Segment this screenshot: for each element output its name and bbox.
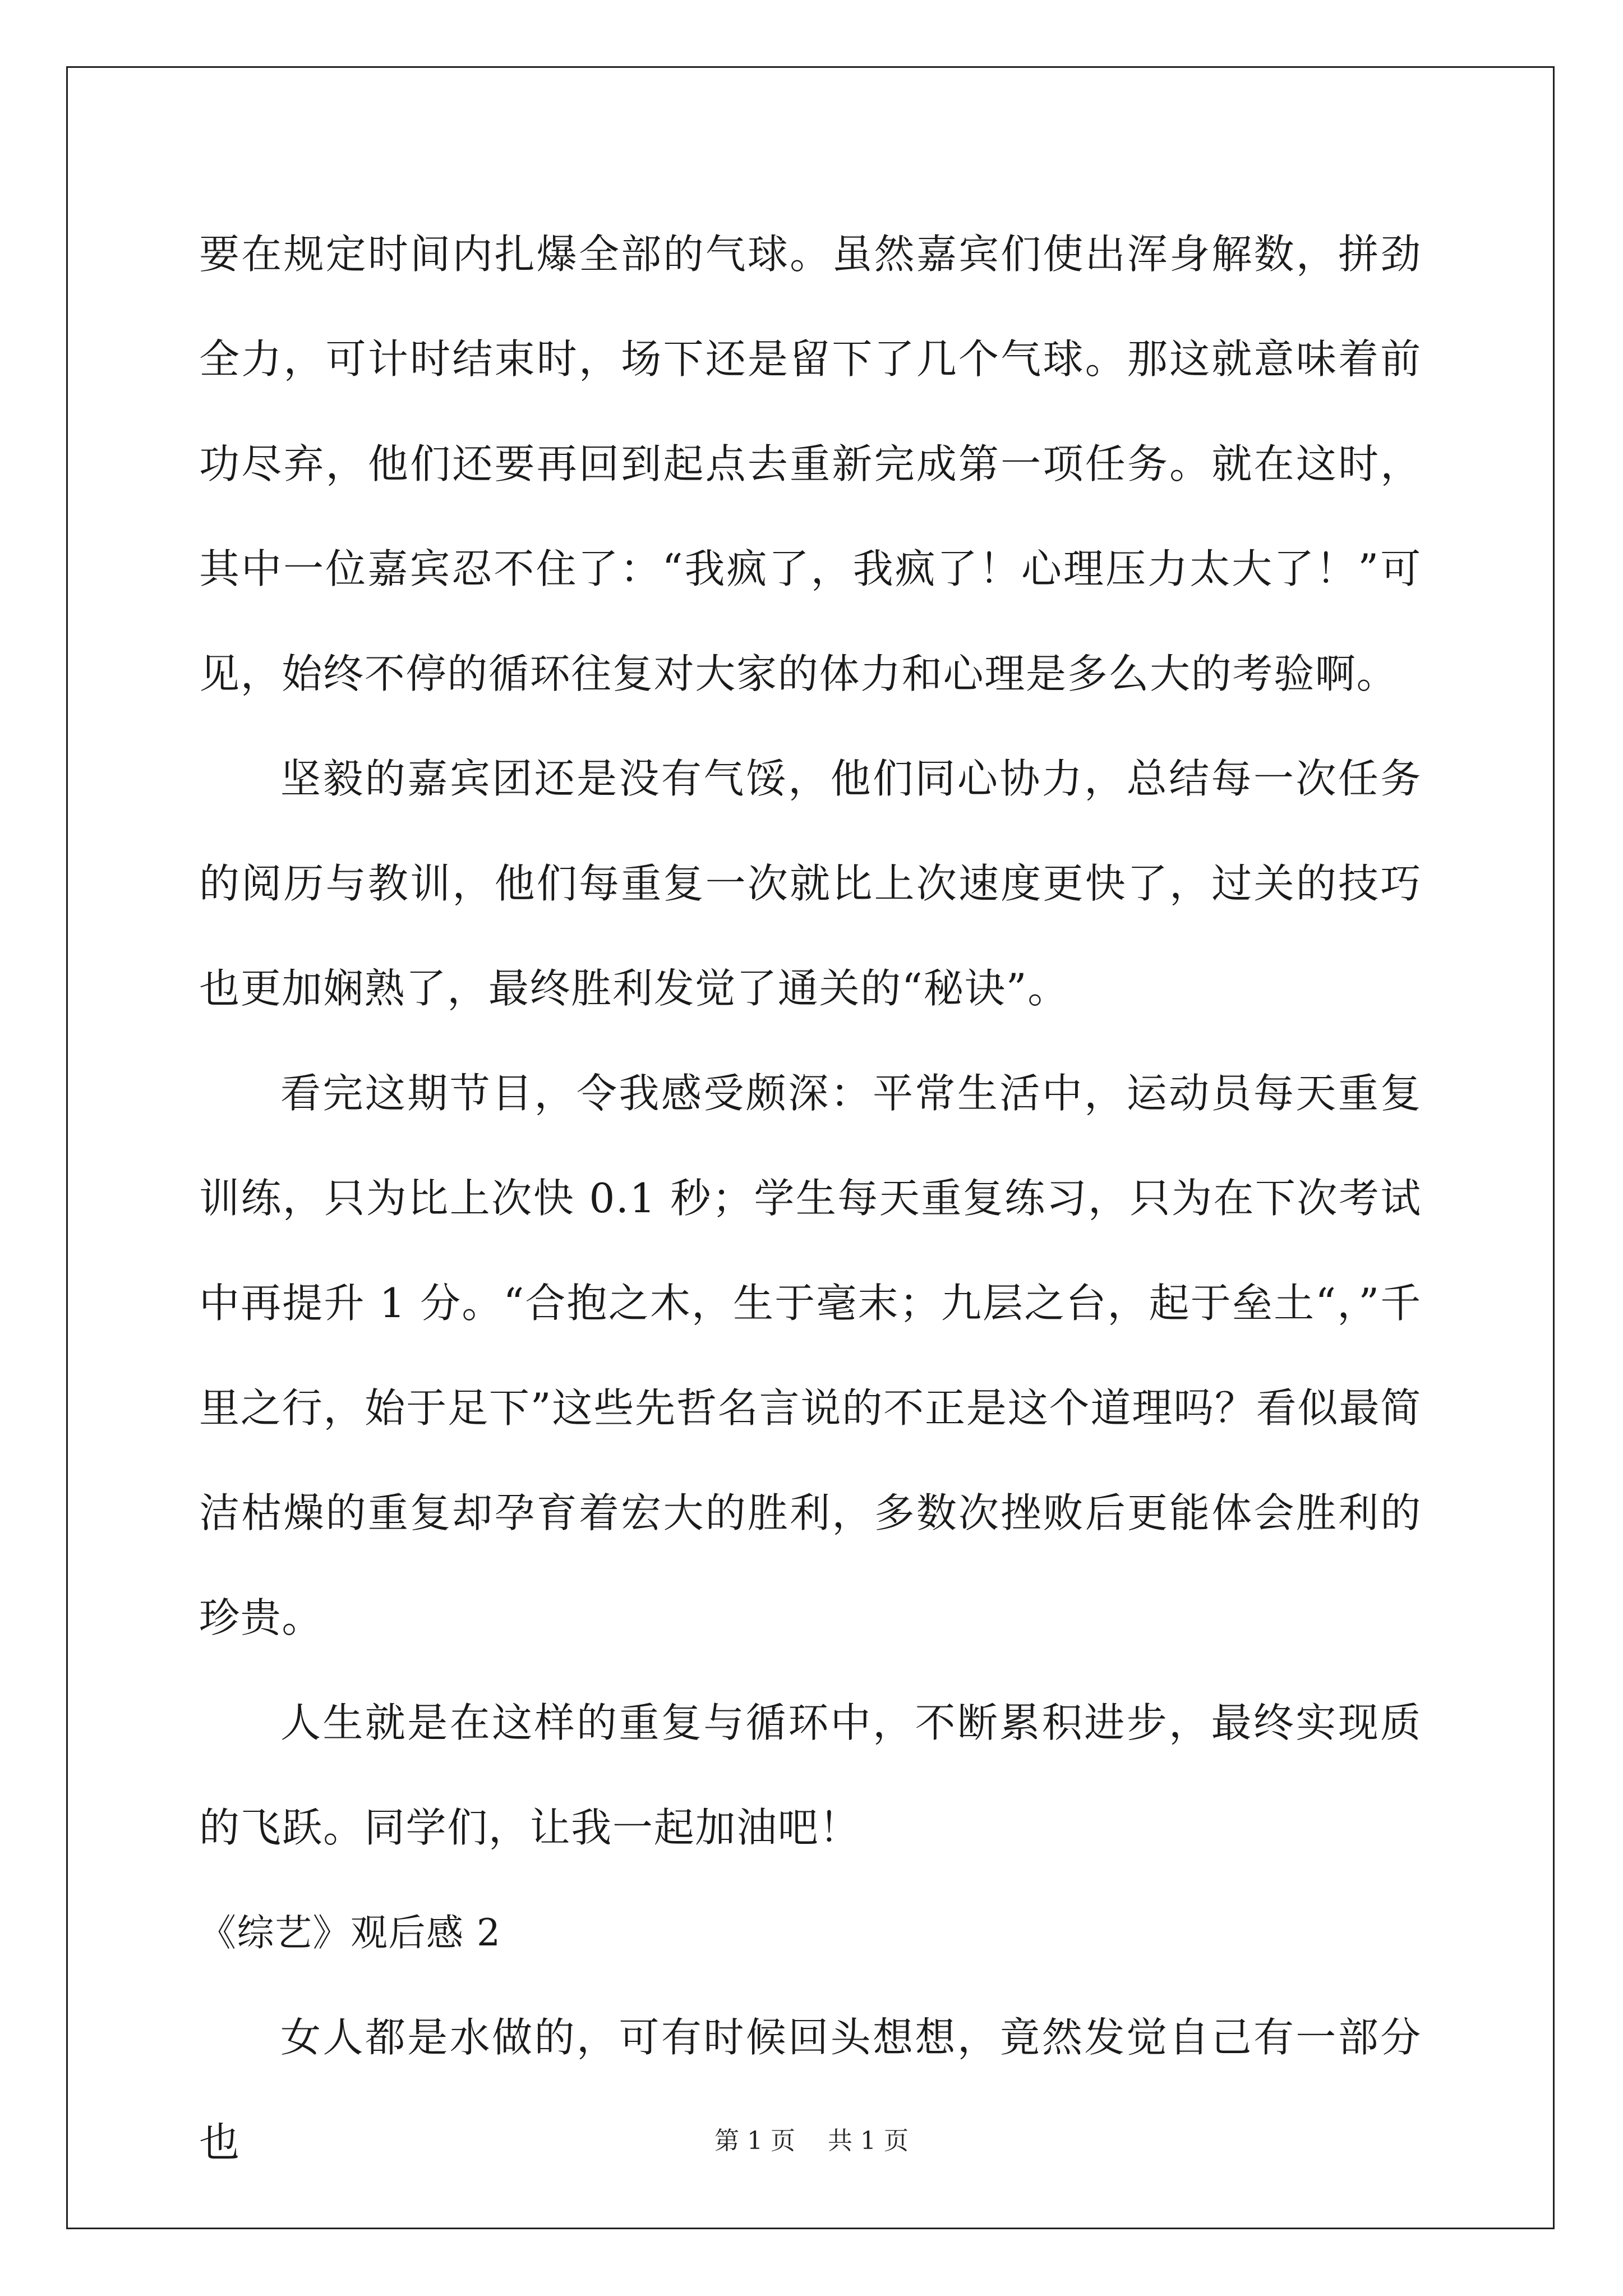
paragraph-1: 要在规定时间内扎爆全部的气球。虽然嘉宾们使出浑身解数，拼劲全力，可计时结束时，场下还是留下了几个气球。那这就意味着前功尽弃，他们还要再回到起点去重新完成第一项任务。就在这时，其中一位嘉宾忍不住了：“我疯了，我疯了！心理压力太大了！”可见，始终不停的循环往复对大家的体力和心理是多么大的考验啊。 (199, 231, 1422, 697)
page-footer (0, 2120, 1623, 2156)
paragraph-3: 看完这期节目，令我感受颇深：平常生活中，运动员每天重复训练，只为比上次快 0.1 秒；学生每天重复练习，只为在下次考试中再提升 1 分。“合抱之木，生于毫末；九层之台，起于垒土“，”千里之行，始于足下”这些先哲名言说的不正是这个道理吗？看似最简洁枯燥的重复却孕育着宏大的胜利，多数次挫败后更能体会胜利的珍贵。 (199, 1070, 1422, 1641)
paragraph-4: 人生就是在这样的重复与循环中，不断累积进步，最终实现质的飞跃。同学们，让我一起加油吧！ (199, 1699, 1422, 1851)
page-number-current: 第 1 页 (714, 2127, 795, 2155)
document-body (199, 202, 1422, 2195)
page-number-total: 共 1 页 (828, 2127, 909, 2155)
paragraph-2: 坚毅的嘉宾团还是没有气馁，他们同心协力，总结每一次任务的阅历与教训，他们每重复一次就比上次速度更快了，过关的技巧也更加娴熟了，最终胜利发觉了通关的“秘诀”。 (199, 755, 1422, 1012)
paragraph-5: 女人都是水做的，可有时候回头想想，竟然发觉自己有一部分也 (199, 2014, 1422, 2166)
section-heading: 《综艺》观后感 2 (199, 1911, 501, 1954)
